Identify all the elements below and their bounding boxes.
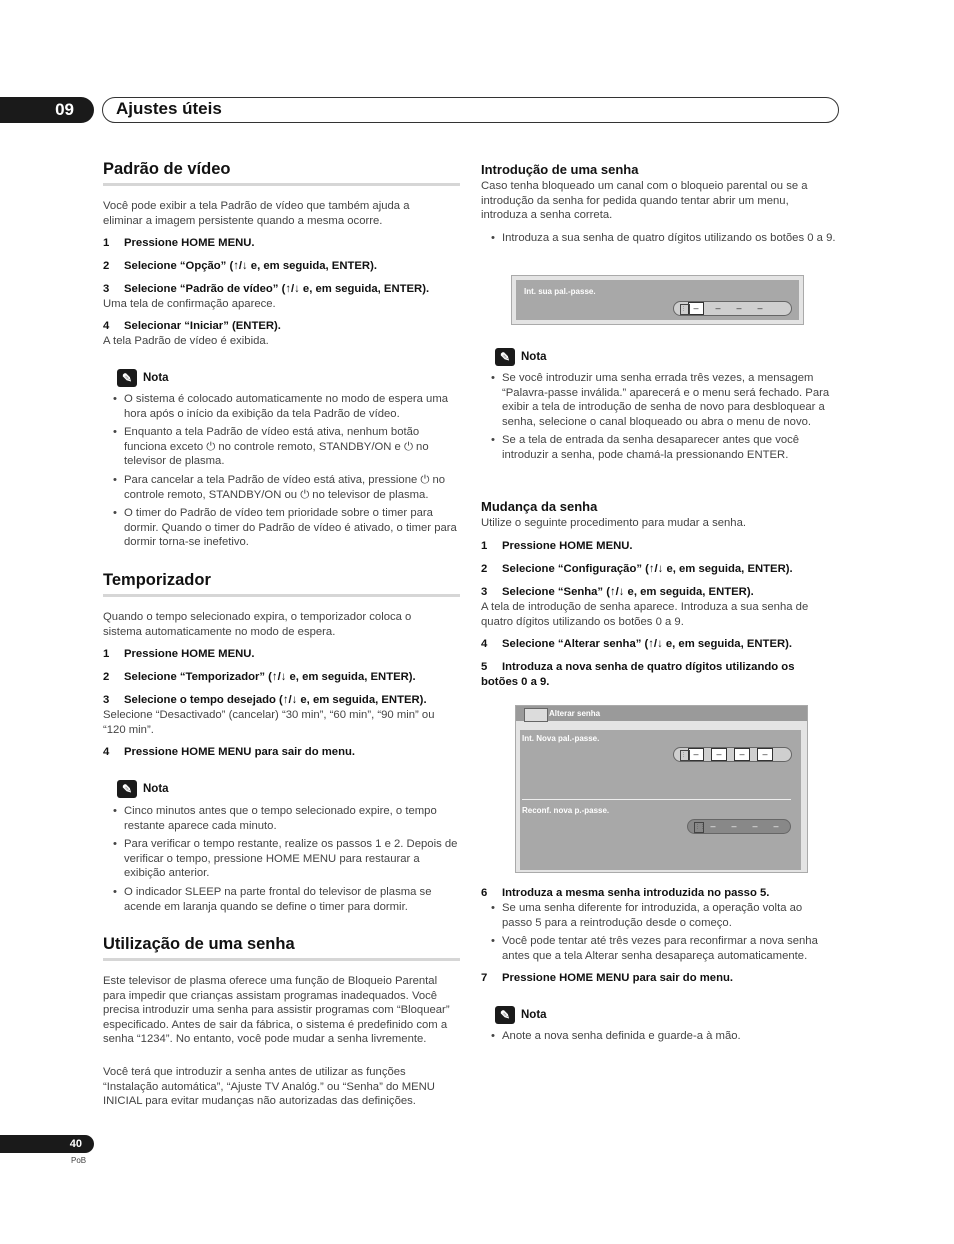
osd-change-password [515,705,808,873]
keypad-icon: ⋮⋮ [680,750,690,761]
osd-enter-password [511,275,804,325]
chapter-number: 09 [0,97,94,123]
temporizador-nota-heading: ✎ Nota [117,780,169,798]
osd-divider [522,799,791,800]
temporizador-step-2: 2 Selecione “Temporizador” (↑/↓ e, em seguida, ENTER). [103,671,416,683]
note-item: • Para verificar o tempo restante, realize os passos 1 e 2. Depois de verificar o tempo, pressione HOME MENU para restaurar a exibição anterior. [103,837,460,881]
mudanca-nota-heading: ✎ Nota [495,1006,547,1024]
note-item: • Enquanto a tela Padrão de vídeo está ativa, nenhum botão funciona exceto ⏻ no controle remoto, STANDBY/ON e ⏻ no televisor de plasma. [103,425,460,469]
padrao-notes [103,392,460,554]
padrao-nota-heading: ✎ Nota [117,369,169,387]
note-item: • Para cancelar a tela Padrão de vídeo está ativa, pressione ⏻ no controle remoto, STANDBY/ON ou ⏻ no televisor de plasma. [103,473,460,502]
padrao-step-4-desc: A tela Padrão de vídeo é exibida. [103,335,269,347]
keypad-icon: ⋮⋮ [694,822,704,833]
temporizador-intro: Quando o tempo selecionado expira, o temporizador coloca o sistema automaticamente no modo de espera. [103,611,412,638]
note-item: • Anote a nova senha definida e guarde-a à mão. [481,1029,834,1044]
note-item: • Se você introduzir uma senha errada três vezes, a mensagem “Palavra-passe inválida.” aparecerá e o menu será fechado. Para exibir a tela de introdução de senha de novo para desbloquear a senha, selecione o canal bloqueado ou abra o menu de novo. [481,371,834,429]
introducao-notes [481,371,834,467]
mudanca-step-2: 2 Selecione “Configuração” (↑/↓ e, em seguida, ENTER). [481,563,793,575]
confirm-password-input[interactable]: ⋮⋮ – – – – [687,819,791,834]
note-item: • Se a tela de entrada da senha desaparecer antes que você introduzir a senha, pode chamá-la pressionando ENTER. [481,433,834,462]
section-title-utilizacao: Utilização de uma senha [103,935,460,961]
password-input[interactable]: ⋮⋮ – – – – [673,301,792,316]
mudanca-step-7: 7 Pressione HOME MENU para sair do menu. [481,972,734,984]
new-password-input[interactable]: ⋮⋮ – – – – [673,747,792,762]
temporizador-notes [103,804,460,918]
section-title-temporizador: Temporizador [103,571,460,597]
note-item: • Se uma senha diferente for introduzida, a operação volta ao passo 5 para a reintrodução desde o começo. [481,901,834,930]
mudanca-step-5: 5 Introduza a nova senha de quatro dígitos utilizando os botões 0 a 9. [481,661,795,688]
introducao-intro: Caso tenha bloqueado um canal com o bloqueio parental ou se a introdução da senha for pedida quando tentar abrir um menu, introduza a senha correta. [481,180,808,222]
introducao-bullet-list [481,231,841,250]
mudanca-step-3-desc: A tela de introdução de senha aparece. Introduza a sua senha de quatro dígitos utilizando os botões 0 a 9. [481,601,809,628]
note-item: • Você pode tentar até três vezes para reconfirmar a nova senha antes que a tela Alterar senha desapareça automaticamente. [481,934,834,963]
introducao-nota-heading: ✎ Nota [495,348,547,366]
section-title-padrao: Padrão de vídeo [103,160,460,186]
introducao-title: Introdução de uma senha [481,162,639,177]
language-code: PoB [71,1156,87,1165]
note-pencil-icon: ✎ [117,780,137,798]
mudanca-intro: Utilize o seguinte procedimento para mudar a senha. [481,517,747,529]
utilizacao-p2: Você terá que introduzir a senha antes de utilizar as funções “Instalação automática”, “Ajuste TV Analóg.” ou “Senha” do MENU INICIAL para evitar mudanças não autorizadas das definições. [103,1066,435,1108]
padrao-intro: Você pode exibir a tela Padrão de vídeo que também ajuda a eliminar a imagem persistente quando a mesma ocorre. [103,200,410,227]
mudanca-notes [481,1029,834,1048]
chapter-title: Ajustes úteis [116,99,222,118]
note-item: • Cinco minutos antes que o tempo selecionado expire, o tempo restante aparece cada minuto. [103,804,460,833]
mudanca-step-3: 3 Selecione “Senha” (↑/↓ e, em seguida, ENTER). [481,586,754,598]
temporizador-step-1: 1 Pressione HOME MENU. [103,648,255,660]
temporizador-step-3-desc: Selecione “Desactivado” (cancelar) “30 min”, “60 min”, “90 min” ou “120 min”. [103,709,435,736]
mudanca-title: Mudança da senha [481,499,598,514]
osd-title: Alterar senha [549,709,601,718]
osd-label: Int. sua pal.-passe. [524,287,596,296]
note-item: • O timer do Padrão de vídeo tem prioridade sobre o timer para dormir. Quando o timer do Padrão de vídeo é ativado, o timer para dormir torna-se inefetivo. [103,506,460,550]
padrao-step-2: 2 Selecione “Opção” (↑/↓ e, em seguida, ENTER). [103,260,377,272]
padrao-step-4: 4 Selecionar “Iniciar” (ENTER). [103,320,281,332]
utilizacao-p1: Este televisor de plasma oferece uma função de Bloqueio Parental para impedir que crianças assistam programas inadequados. Você precisa introduzir uma senha para assistir programas com “Bloquear” especificado. Antes de sair da fábrica, o sistema é predefinido com a senha “1234”. No entanto, você pode mudar a senha livremente. [103,975,450,1046]
padrao-step-3-desc: Uma tela de confirmação aparece. [103,298,276,310]
note-pencil-icon: ✎ [495,348,515,366]
keypad-icon: ⋮⋮ [680,304,690,315]
menu-icon [524,708,548,722]
mudanca-step-1: 1 Pressione HOME MENU. [481,540,633,552]
page-number: 40 [0,1135,94,1153]
mudanca-step-4: 4 Selecione “Alterar senha” (↑/↓ e, em seguida, ENTER). [481,638,793,650]
bullet-item: • Introduza a sua senha de quatro dígitos utilizando os botões 0 a 9. [481,231,841,246]
mudanca-step-6: 6 Introduza a mesma senha introduzida no passo 5. [481,887,770,899]
mudanca-step-6-notes [481,901,834,967]
temporizador-step-4: 4 Pressione HOME MENU para sair do menu. [103,746,356,758]
osd-label-new: Int. Nova pal.-passe. [522,734,600,743]
temporizador-step-3: 3 Selecione o tempo desejado (↑/↓ e, em seguida, ENTER). [103,694,427,706]
padrao-step-3: 3 Selecione “Padrão de vídeo” (↑/↓ e, em seguida, ENTER). [103,283,430,295]
note-pencil-icon: ✎ [495,1006,515,1024]
note-item: • O indicador SLEEP na parte frontal do televisor de plasma se acende em laranja quando se define o timer para dormir. [103,885,460,914]
padrao-step-1: 1 Pressione HOME MENU. [103,237,255,249]
note-item: • O sistema é colocado automaticamente no modo de espera uma hora após o início da exibição da tela Padrão de vídeo. [103,392,460,421]
note-pencil-icon: ✎ [117,369,137,387]
osd-label-confirm: Reconf. nova p.-passe. [522,806,610,815]
